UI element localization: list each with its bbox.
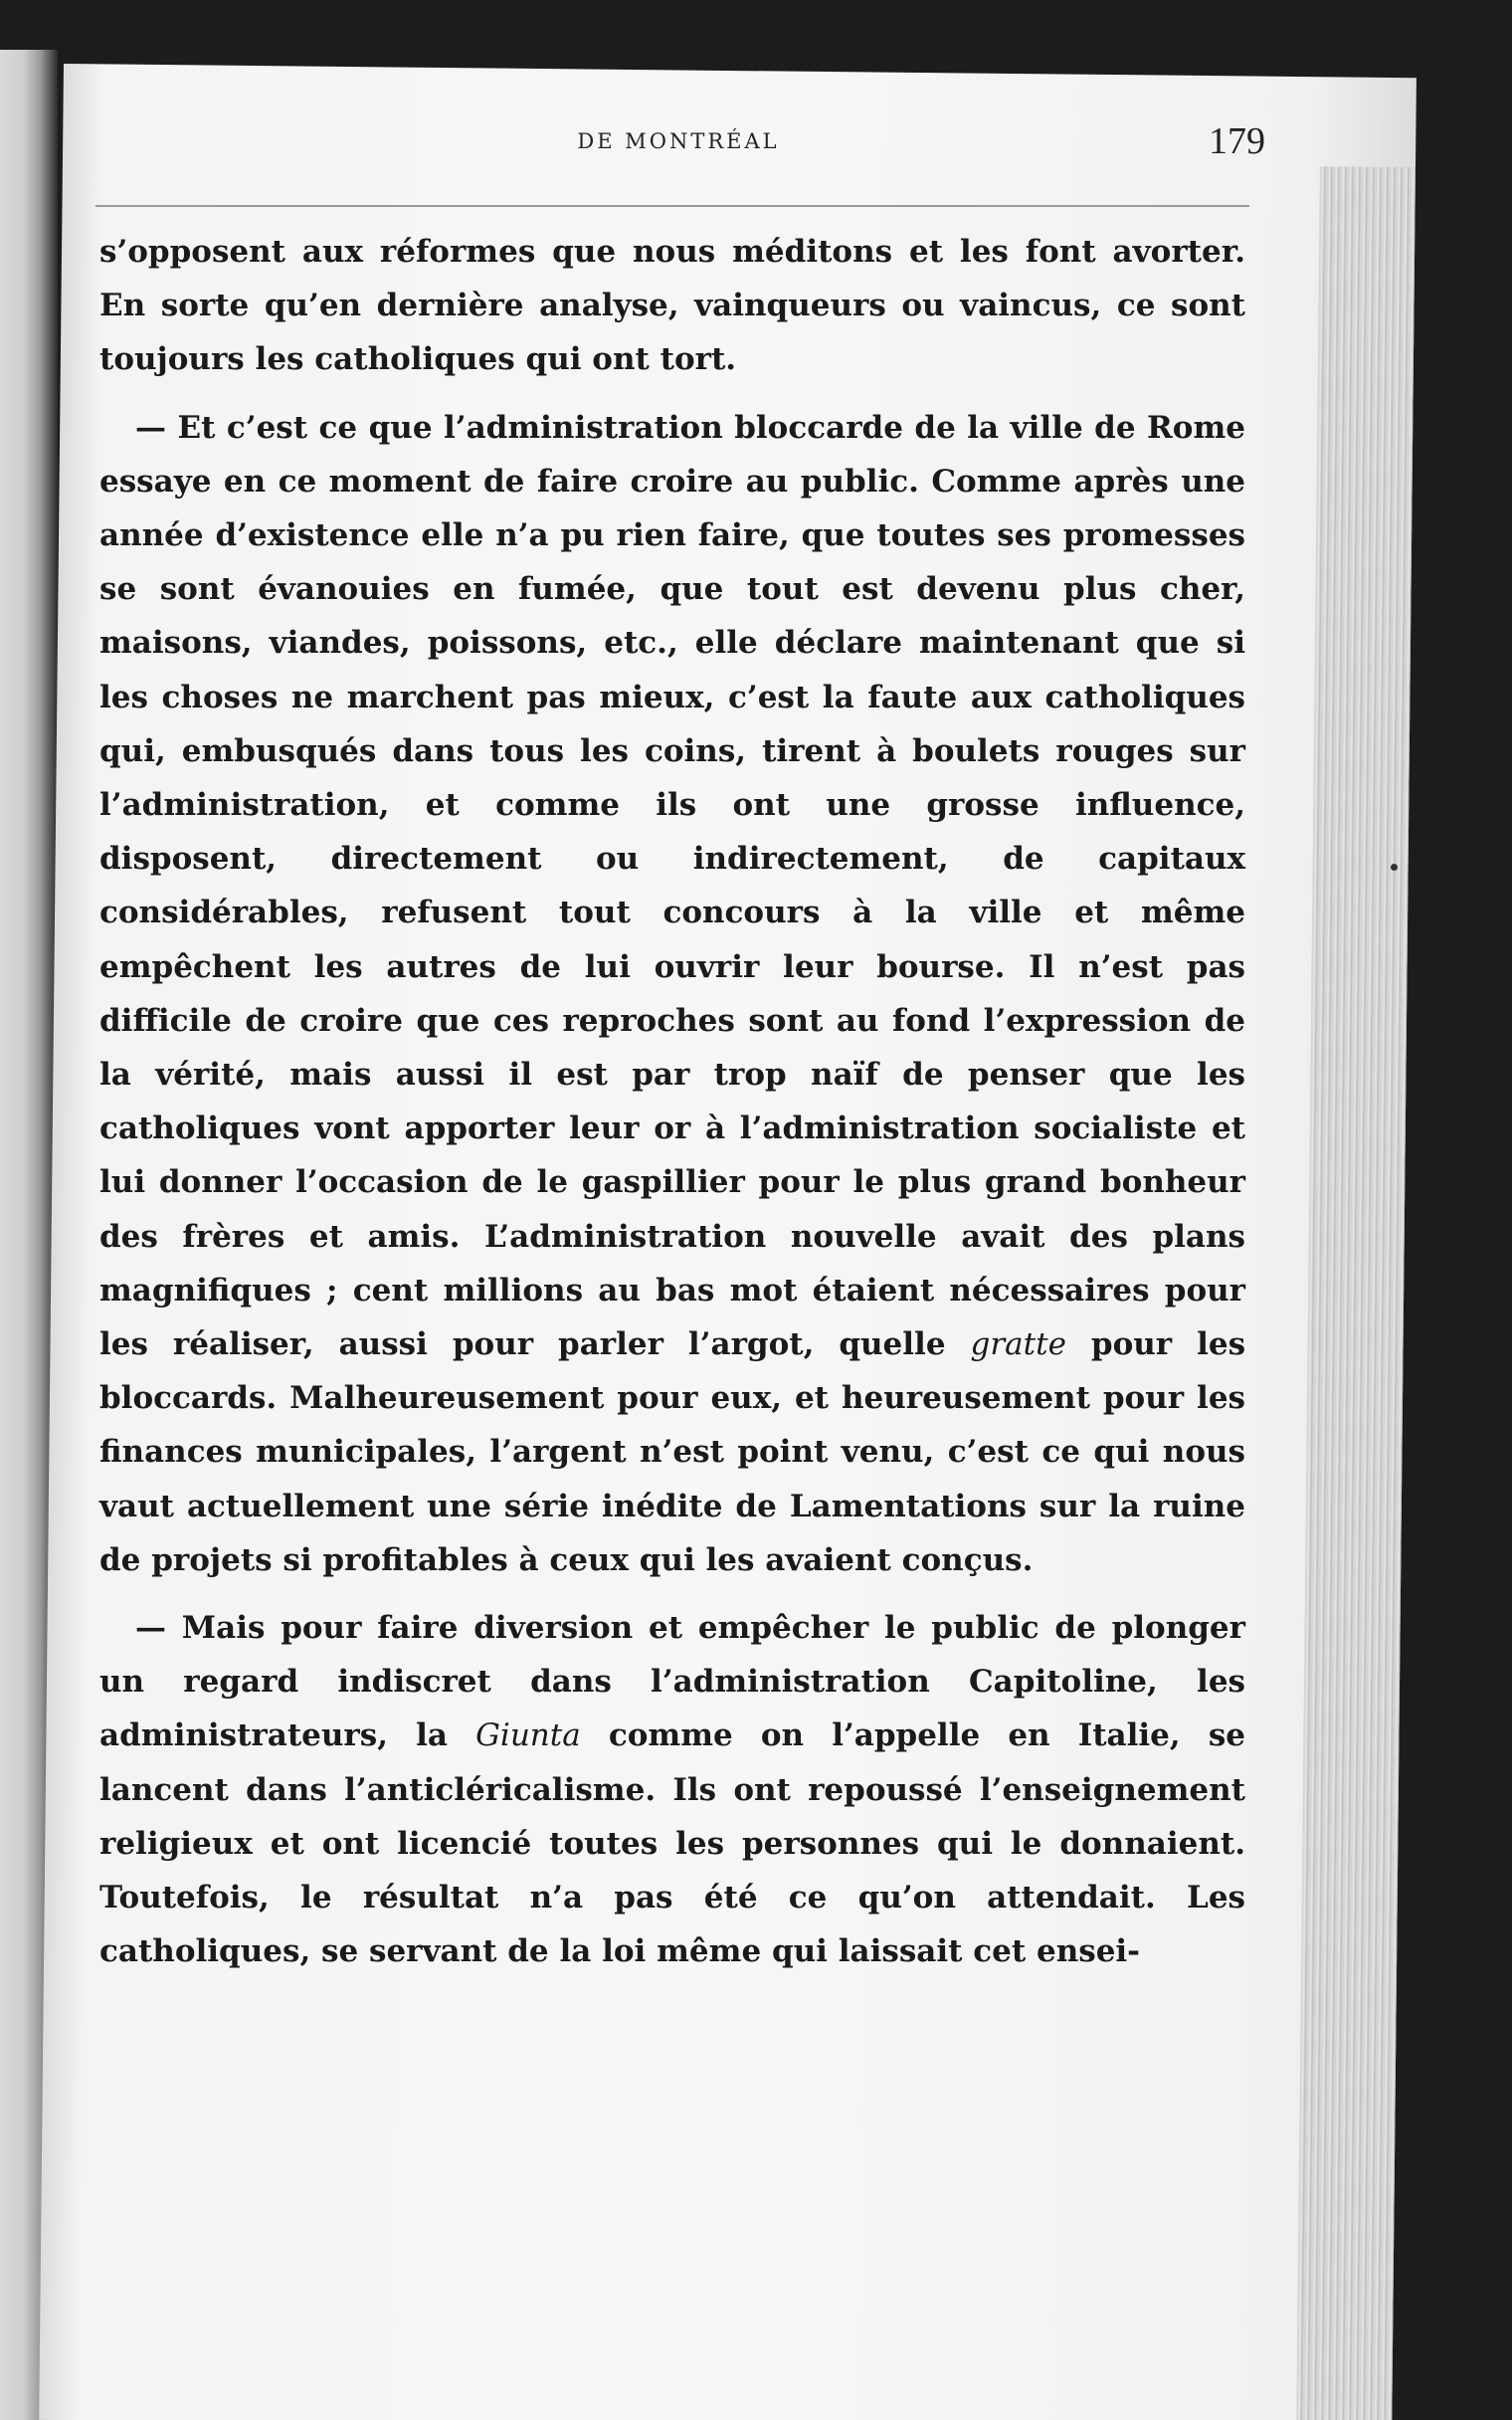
running-title: DE MONTRÉAL: [577, 129, 780, 153]
body-text: [99, 225, 1245, 1993]
page-number: 179: [1209, 120, 1265, 162]
page-stack-edge: [1295, 166, 1416, 2420]
paragraph-2: [99, 401, 1245, 1587]
header-rule: [95, 205, 1249, 207]
paragraph-3-start: — Mais pour faire diversion et empêcher le public de plonger un regard indiscret dans l’administration Capitoline, les administrateurs, la: [99, 1610, 1245, 1754]
italic-gratte: gratte: [970, 1326, 1066, 1363]
paragraph-3: [99, 1601, 1245, 1978]
paragraph-2-text: — Et c’est ce que l’administration bloccarde de la ville de Rome essaye en ce moment de faire croire au public. Comme après une année d’existence elle n’a pu rien faire, que toutes ses promesses se sont évanouies en fumée, que tout est devenu plus cher, maisons, viandes, poissons, etc., elle déclare maintenant que si les choses ne marchent pas mieux, c’est la faute aux catholiques qui, embusqués dans tous les coins, tirent à boulets rouges sur l’administration, et comme ils ont une grosse influence, disposent, directement ou indirectement, de capitaux considérables, refusent tout concours à la ville et même empêchent les autres de lui ouvrir leur bourse. Il n’est pas difficile de croire que ces reproches sont au fond l’expression de la vérité, mais aussi il est par trop naïf de penser que les catholiques vont apporter leur or à l’administration socialiste et lui donner l’occasion de le gaspillier pour le plus grand bonheur des frères et amis. L’administration nouvelle avait des plans magnifiques ; cent millions au bas mot étaient nécessaires pour les réaliser, aussi pour parler l’argot, quelle: [99, 409, 1245, 1363]
paragraph-1-text: s’opposent aux réformes que nous méditons et les font avorter. En sorte qu’en dernière analyse, vainqueurs ou vaincus, ce sont toujours les catholiques qui ont tort.: [99, 234, 1245, 378]
paragraph-1: [99, 225, 1245, 387]
running-head: [92, 119, 1265, 179]
ink-speck: [1391, 864, 1398, 871]
paragraph-3-end: comme on l’appelle en Italie, se lancent dans l’anticléricalisme. Ils ont repoussé l’enseignement religieux et ont licencié toutes les personnes qui le donnaient. Toutefois, le résultat n’a pas été ce qu’on attendait. Les catholiques, se servant de la loi même qui laissait cet ensei-: [99, 1717, 1245, 1970]
paragraph-2-end: pour les bloccards. Malheureusement pour eux, et heureusement pour les finances municipales, l’argent n’est point venu, c’est ce qui nous vaut actuellement une série inédite de Lamentations sur la ruine de projets si profitables à ceux qui les avaient conçus.: [99, 1326, 1246, 1578]
italic-giunta: Giunta: [475, 1717, 581, 1754]
